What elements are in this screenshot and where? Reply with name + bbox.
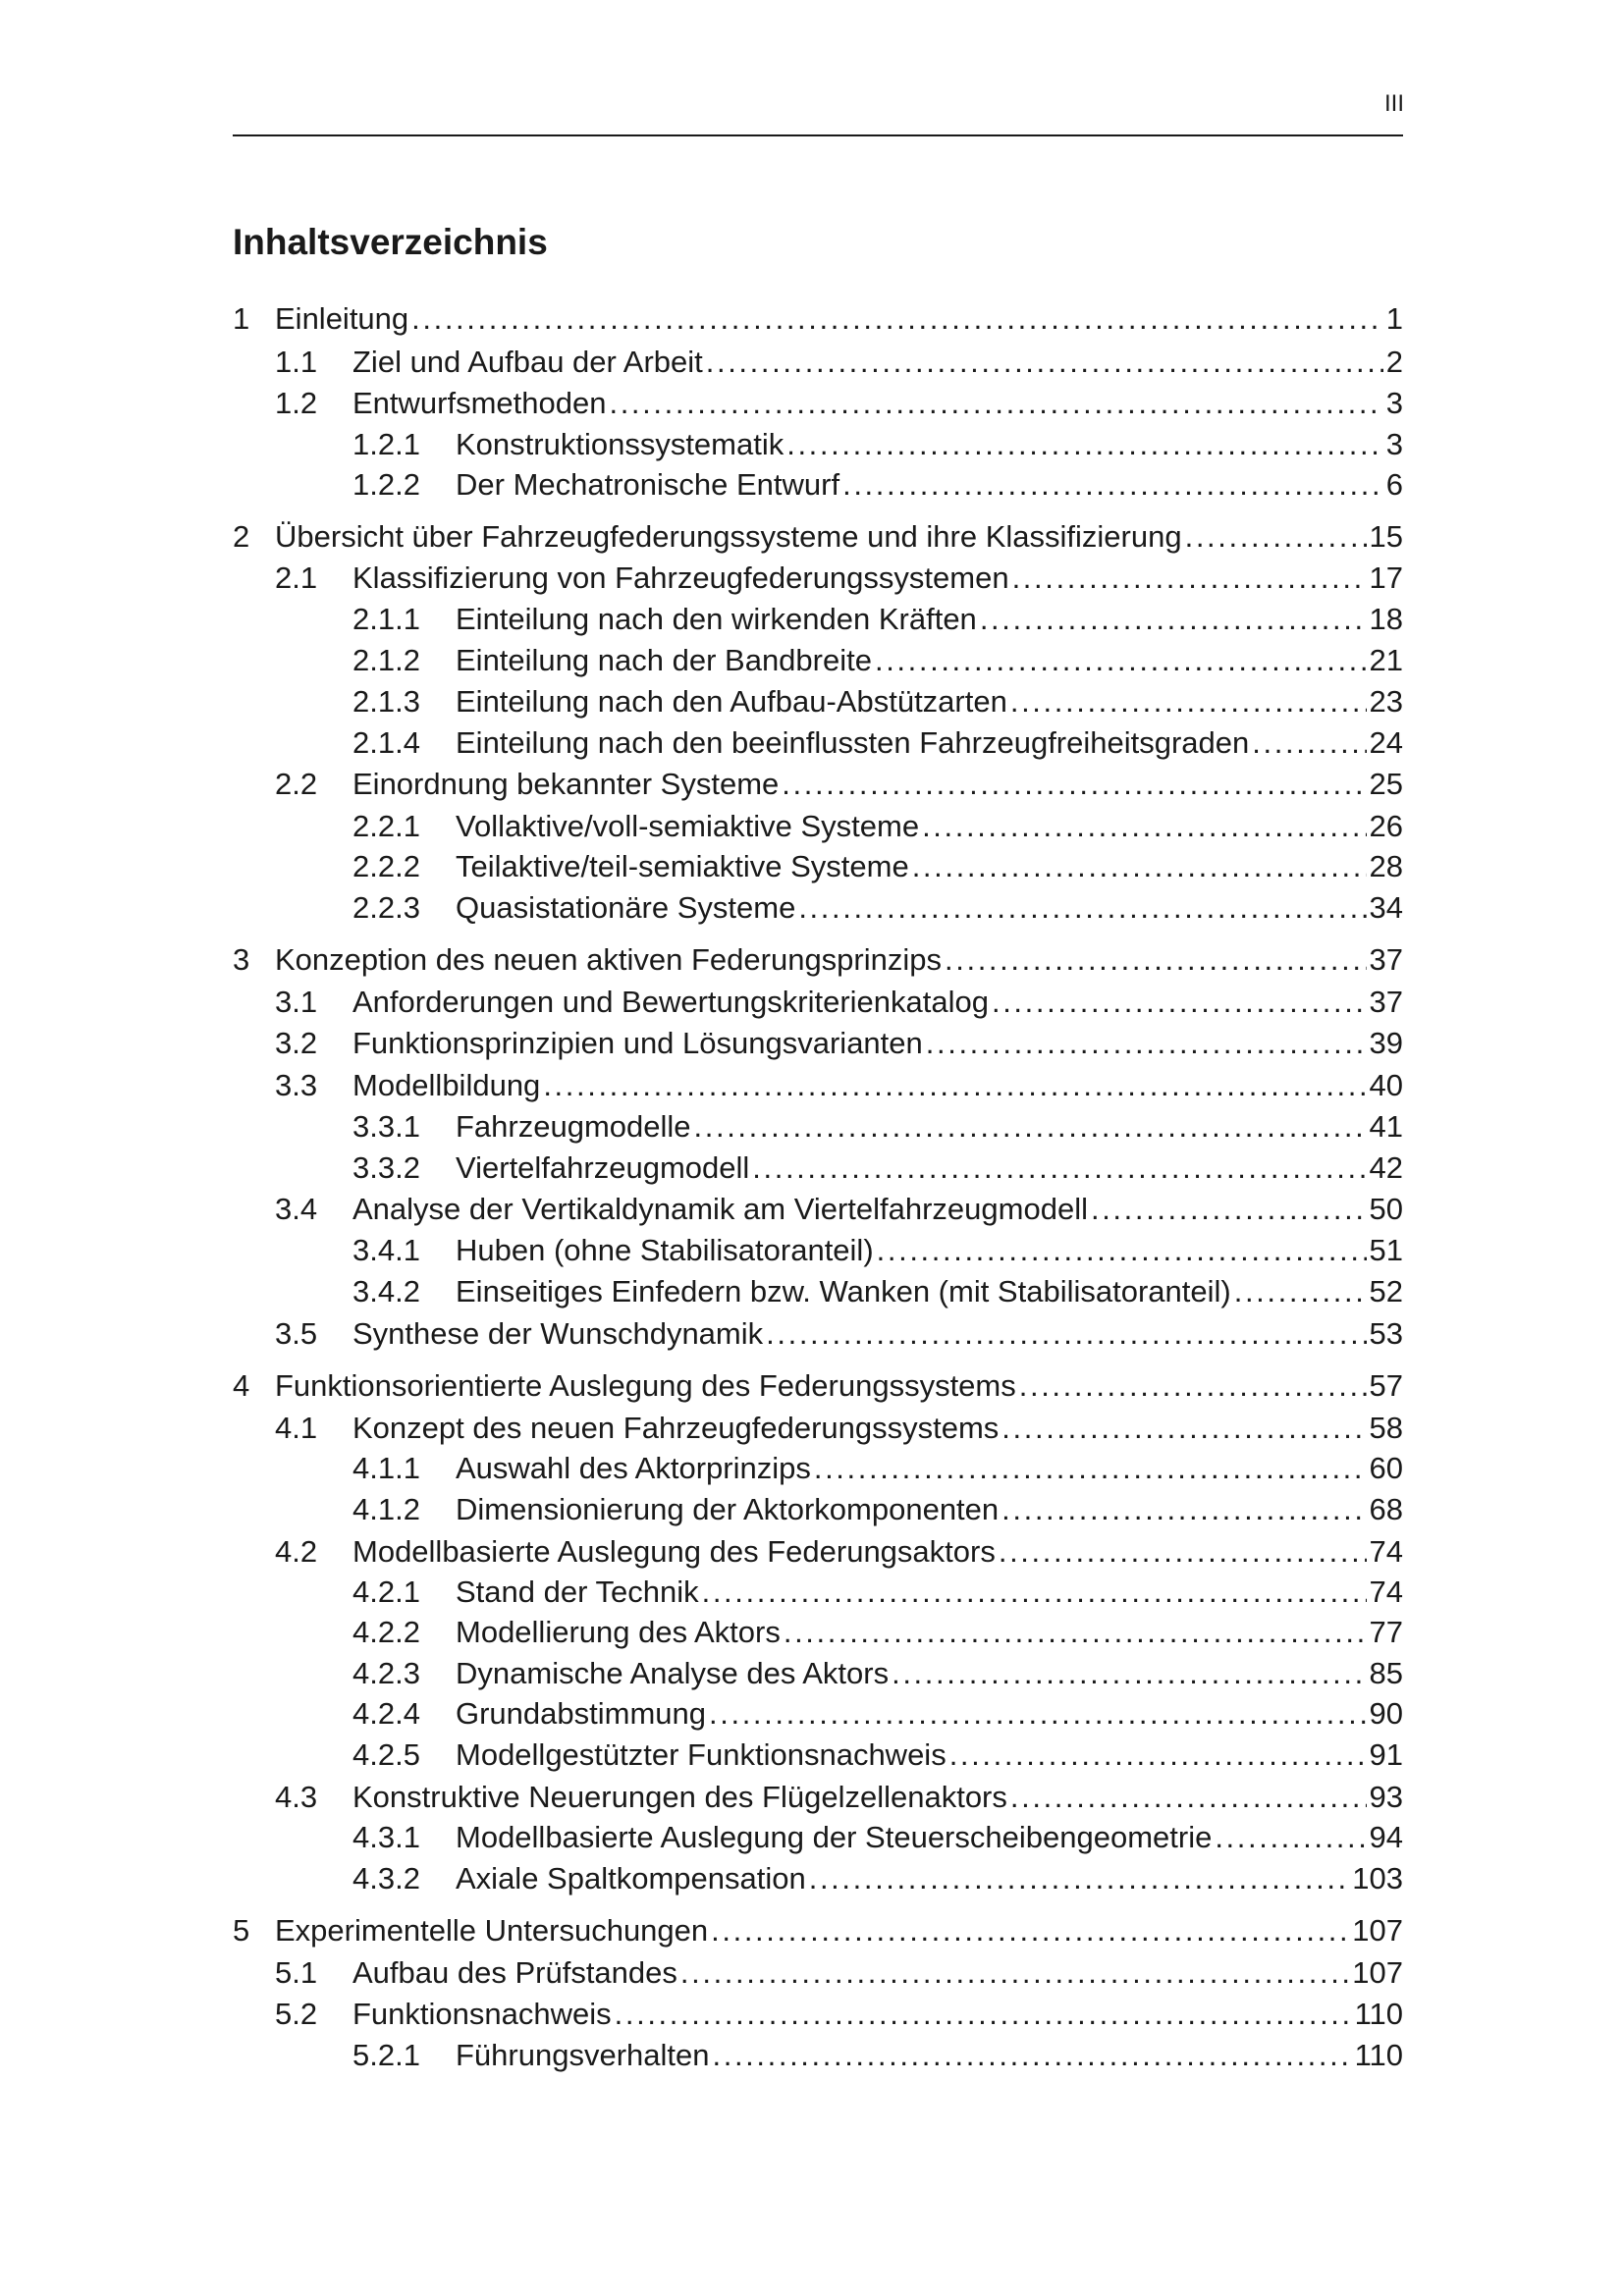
entry-title: Einteilung nach den wirkenden Kräften xyxy=(456,602,977,636)
entry-page: 58 xyxy=(1369,1411,1403,1445)
entry-title: Konstruktionssystematik xyxy=(456,427,784,461)
entry-number: 3.3.1 xyxy=(352,1109,420,1144)
entry-page: 37 xyxy=(1369,942,1403,977)
dot-leader xyxy=(814,1449,1367,1488)
entry-title: Modellbasierte Auslegung des Federungsaktors xyxy=(352,1534,996,1569)
entry-title: Auswahl des Aktorprinzips xyxy=(456,1451,811,1485)
toc-entry[interactable] xyxy=(233,1231,1403,1270)
entry-page: 51 xyxy=(1369,1233,1403,1267)
entry-number: 3.5 xyxy=(275,1316,318,1351)
entry-page: 39 xyxy=(1369,1026,1403,1060)
entry-page: 23 xyxy=(1369,684,1403,719)
entry-page: 41 xyxy=(1369,1109,1403,1144)
entry-number: 4.1 xyxy=(275,1411,318,1445)
entry-number: 2.1.4 xyxy=(352,725,420,760)
entry-page: 40 xyxy=(1369,1068,1403,1102)
entry-title: Modellbildung xyxy=(352,1068,541,1102)
entry-title: Viertelfahrzeugmodell xyxy=(456,1150,750,1185)
entry-page: 93 xyxy=(1369,1780,1403,1814)
entry-title: Dynamische Analyse des Aktors xyxy=(456,1656,890,1690)
entry-title: Einseitiges Einfedern bzw. Wanken (mit Stabilisatoranteil) xyxy=(456,1274,1231,1308)
entry-title: Synthese der Wunschdynamik xyxy=(352,1316,764,1351)
dot-leader xyxy=(786,425,1383,464)
entry-page: 74 xyxy=(1369,1534,1403,1569)
dot-leader xyxy=(1185,517,1367,557)
entry-title: Entwurfsmethoden xyxy=(352,386,607,420)
dot-leader xyxy=(945,940,1367,980)
toc-entry[interactable] xyxy=(233,1066,1403,1105)
dot-leader xyxy=(949,1735,1367,1775)
dot-leader xyxy=(912,847,1367,886)
dot-leader xyxy=(694,1107,1367,1147)
dot-leader xyxy=(798,888,1366,928)
toc-entry[interactable] xyxy=(233,682,1403,721)
entry-page: 91 xyxy=(1369,1737,1403,1772)
entry-number: 5.1 xyxy=(275,1955,318,1990)
toc-entry[interactable] xyxy=(233,1314,1403,1354)
entry-title: Der Mechatronische Entwurf xyxy=(456,467,840,502)
entry-number: 3.4.2 xyxy=(352,1274,420,1308)
toc-entry[interactable] xyxy=(233,1449,1403,1488)
entry-number: 4.1.2 xyxy=(352,1492,420,1526)
entry-number: 2 xyxy=(233,519,250,554)
toc-entry[interactable] xyxy=(233,1778,1403,1817)
toc-entry[interactable] xyxy=(233,600,1403,639)
toc-entry[interactable] xyxy=(233,299,1403,339)
dot-leader xyxy=(877,1231,1367,1270)
entry-number: 4.1.1 xyxy=(352,1451,420,1485)
dot-leader xyxy=(702,1573,1367,1612)
toc-entry[interactable] xyxy=(233,1859,1403,1898)
toc-entry[interactable] xyxy=(233,465,1403,505)
entry-number: 4.2.2 xyxy=(352,1615,420,1649)
toc-entry[interactable] xyxy=(233,1024,1403,1063)
entry-title: Einteilung nach den beeinflussten Fahrzeugfreiheitsgraden xyxy=(456,725,1250,760)
entry-page: 107 xyxy=(1352,1955,1403,1990)
entry-page: 103 xyxy=(1352,1861,1403,1896)
entry-page: 60 xyxy=(1369,1451,1403,1485)
entry-page: 2 xyxy=(1385,345,1403,379)
entry-page: 6 xyxy=(1385,467,1403,502)
dot-leader xyxy=(922,807,1366,846)
toc-entry[interactable] xyxy=(233,1272,1403,1311)
dot-leader xyxy=(543,1066,1366,1105)
entry-page: 15 xyxy=(1369,519,1403,554)
entry-number: 4.3 xyxy=(275,1780,318,1814)
dot-leader xyxy=(411,299,1383,339)
dot-leader xyxy=(875,641,1367,680)
entry-number: 4.3.2 xyxy=(352,1861,420,1896)
toc-entry[interactable] xyxy=(233,343,1403,382)
entry-page: 68 xyxy=(1369,1492,1403,1526)
entry-title: Klassifizierung von Fahrzeugfederungssystemen xyxy=(352,561,1009,595)
entry-title: Grundabstimmung xyxy=(456,1696,707,1731)
entry-title: Axiale Spaltkompensation xyxy=(456,1861,806,1896)
dot-leader xyxy=(980,600,1367,639)
entry-page: 28 xyxy=(1369,849,1403,883)
entry-page: 50 xyxy=(1369,1192,1403,1226)
entry-number: 1.1 xyxy=(275,345,318,379)
entry-title: Funktionsnachweis xyxy=(352,1997,612,2031)
entry-page: 57 xyxy=(1369,1368,1403,1403)
dot-leader xyxy=(926,1024,1367,1063)
entry-title: Modellgestützter Funktionsnachweis xyxy=(456,1737,947,1772)
entry-title: Ziel und Aufbau der Arbeit xyxy=(352,345,703,379)
entry-number: 1.2.2 xyxy=(352,467,420,502)
dot-leader xyxy=(1019,1366,1367,1406)
dot-leader xyxy=(999,1532,1367,1572)
entry-title: Modellierung des Aktors xyxy=(456,1615,781,1649)
entry-page: 110 xyxy=(1354,2038,1403,2072)
toc-entry[interactable] xyxy=(233,1190,1403,1229)
entry-page: 24 xyxy=(1369,725,1403,760)
toc-entry[interactable] xyxy=(233,1366,1403,1406)
toc-entry[interactable] xyxy=(233,425,1403,464)
entry-number: 4.2.1 xyxy=(352,1575,420,1609)
entry-number: 2.1 xyxy=(275,561,318,595)
entry-title: Anforderungen und Bewertungskriterienkatalog xyxy=(352,985,989,1019)
entry-number: 2.2 xyxy=(275,767,318,801)
entry-number: 3.2 xyxy=(275,1026,318,1060)
toc-entry[interactable] xyxy=(233,559,1403,598)
entry-page: 18 xyxy=(1369,602,1403,636)
entry-title: Funktionsorientierte Auslegung des Federungssystems xyxy=(275,1368,1016,1403)
toc-entry[interactable] xyxy=(233,940,1403,980)
entry-page: 74 xyxy=(1369,1575,1403,1609)
entry-page: 42 xyxy=(1369,1150,1403,1185)
dot-leader xyxy=(680,1953,1349,1993)
dot-leader xyxy=(1001,1490,1366,1529)
dot-leader xyxy=(1234,1272,1367,1311)
toc-entry[interactable] xyxy=(233,641,1403,680)
entry-number: 4 xyxy=(233,1368,250,1403)
entry-number: 1 xyxy=(233,301,250,336)
toc-entry[interactable] xyxy=(233,1694,1403,1734)
toc-entry[interactable] xyxy=(233,765,1403,804)
toc-entry[interactable] xyxy=(233,1995,1403,2034)
toc-entry[interactable] xyxy=(233,1409,1403,1448)
toc-entry[interactable] xyxy=(233,1490,1403,1529)
dot-leader xyxy=(1252,723,1366,763)
entry-number: 2.1.3 xyxy=(352,684,420,719)
dot-leader xyxy=(766,1314,1366,1354)
entry-title: Dimensionierung der Aktorkomponenten xyxy=(456,1492,1000,1526)
toc-entry[interactable] xyxy=(233,517,1403,557)
entry-title: Fahrzeugmodelle xyxy=(456,1109,691,1144)
dot-leader xyxy=(784,1613,1367,1652)
entry-number: 4.2.4 xyxy=(352,1696,420,1731)
entry-page: 26 xyxy=(1369,809,1403,843)
toc-entry[interactable] xyxy=(233,1818,1403,1857)
entry-title: Stand der Technik xyxy=(456,1575,699,1609)
entry-title: Führungsverhalten xyxy=(456,2038,710,2072)
entry-page: 90 xyxy=(1369,1696,1403,1731)
dot-leader xyxy=(782,765,1366,804)
dot-leader xyxy=(892,1654,1366,1693)
entry-title: Einteilung nach der Bandbreite xyxy=(456,643,872,677)
dot-leader xyxy=(711,1911,1349,1950)
entry-page: 85 xyxy=(1369,1656,1403,1690)
toc-entry[interactable] xyxy=(233,1613,1403,1652)
dot-leader xyxy=(1215,1818,1366,1857)
dot-leader xyxy=(615,1995,1352,2034)
entry-title: Experimentelle Untersuchungen xyxy=(275,1913,709,1948)
dot-leader xyxy=(1010,682,1367,721)
toc-entry[interactable] xyxy=(233,807,1403,846)
entry-page: 110 xyxy=(1354,1997,1403,2031)
entry-title: Einleitung xyxy=(275,301,409,336)
entry-page: 34 xyxy=(1369,890,1403,925)
toc-entry[interactable] xyxy=(233,723,1403,763)
toc-entry[interactable] xyxy=(233,1911,1403,1950)
toc-entry[interactable] xyxy=(233,1107,1403,1147)
entry-title: Quasistationäre Systeme xyxy=(456,890,796,925)
entry-page: 107 xyxy=(1352,1913,1403,1948)
dot-leader xyxy=(1001,1409,1366,1448)
entry-title: Modellbasierte Auslegung der Steuerscheibengeometrie xyxy=(456,1820,1213,1854)
dot-leader xyxy=(1012,559,1367,598)
entry-number: 2.1.2 xyxy=(352,643,420,677)
entry-title: Konzeption des neuen aktiven Federungsprinzips xyxy=(275,942,943,977)
dot-leader xyxy=(752,1148,1366,1188)
dot-leader xyxy=(713,2036,1352,2075)
entry-title: Konzept des neuen Fahrzeugfederungssystems xyxy=(352,1411,1000,1445)
entry-number: 2.1.1 xyxy=(352,602,420,636)
entry-title: Übersicht über Fahrzeugfederungssysteme und ihre Klassifizierung xyxy=(275,519,1182,554)
entry-number: 3.1 xyxy=(275,985,318,1019)
entry-number: 3.4 xyxy=(275,1192,318,1226)
entry-page: 77 xyxy=(1369,1615,1403,1649)
entry-title: Analyse der Vertikaldynamik am Viertelfahrzeugmodell xyxy=(352,1192,1088,1226)
toc-entry[interactable] xyxy=(233,384,1403,423)
entry-page: 94 xyxy=(1369,1820,1403,1854)
entry-number: 4.3.1 xyxy=(352,1820,420,1854)
entry-title: Funktionsprinzipien und Lösungsvarianten xyxy=(352,1026,923,1060)
entry-page: 25 xyxy=(1369,767,1403,801)
entry-number: 2.2.3 xyxy=(352,890,420,925)
header-rule xyxy=(233,134,1403,136)
toc-entry[interactable] xyxy=(233,1953,1403,1993)
entry-number: 3.3 xyxy=(275,1068,318,1102)
entry-title: Einteilung nach den Aufbau-Abstützarten xyxy=(456,684,1007,719)
entry-number: 2.2.2 xyxy=(352,849,420,883)
entry-page: 52 xyxy=(1369,1274,1403,1308)
dot-leader xyxy=(709,1694,1367,1734)
toc-entry[interactable] xyxy=(233,1735,1403,1775)
dot-leader xyxy=(809,1859,1350,1898)
entry-number: 2.2.1 xyxy=(352,809,420,843)
entry-page: 17 xyxy=(1369,561,1403,595)
toc-entry[interactable] xyxy=(233,2036,1403,2075)
entry-page: 53 xyxy=(1369,1316,1403,1351)
entry-number: 3.3.2 xyxy=(352,1150,420,1185)
entry-number: 4.2 xyxy=(275,1534,318,1569)
toc-entry[interactable] xyxy=(233,1532,1403,1572)
entry-number: 5.2 xyxy=(275,1997,318,2031)
dot-leader xyxy=(1091,1190,1367,1229)
entry-number: 1.2.1 xyxy=(352,427,420,461)
entry-title: Vollaktive/voll-semiaktive Systeme xyxy=(456,809,920,843)
entry-page: 1 xyxy=(1385,301,1403,336)
page-number: III xyxy=(1383,90,1404,117)
entry-page: 3 xyxy=(1385,386,1403,420)
entry-page: 37 xyxy=(1369,985,1403,1019)
entry-number: 4.2.3 xyxy=(352,1656,420,1690)
dot-leader xyxy=(992,983,1367,1022)
dot-leader xyxy=(609,384,1382,423)
toc-entry[interactable] xyxy=(233,983,1403,1022)
dot-leader xyxy=(1010,1778,1367,1817)
entry-title: Einordnung bekannter Systeme xyxy=(352,767,780,801)
toc-entry[interactable] xyxy=(233,847,1403,886)
entry-number: 3.4.1 xyxy=(352,1233,420,1267)
entry-page: 3 xyxy=(1385,427,1403,461)
toc-entry[interactable] xyxy=(233,1148,1403,1188)
entry-title: Teilaktive/teil-semiaktive Systeme xyxy=(456,849,909,883)
dot-leader xyxy=(706,343,1383,382)
dot-leader xyxy=(842,465,1383,505)
entry-number: 4.2.5 xyxy=(352,1737,420,1772)
entry-number: 5.2.1 xyxy=(352,2038,420,2072)
entry-page: 21 xyxy=(1369,643,1403,677)
toc-entry[interactable] xyxy=(233,888,1403,928)
entry-title: Huben (ohne Stabilisatoranteil) xyxy=(456,1233,874,1267)
entry-number: 3 xyxy=(233,942,250,977)
entry-number: 5 xyxy=(233,1913,250,1948)
toc-title: Inhaltsverzeichnis xyxy=(233,222,548,262)
entry-number: 1.2 xyxy=(275,386,318,420)
entry-title: Konstruktive Neuerungen des Flügelzellenaktors xyxy=(352,1780,1007,1814)
toc-entry[interactable] xyxy=(233,1654,1403,1693)
toc-entry[interactable] xyxy=(233,1573,1403,1612)
entry-title: Aufbau des Prüfstandes xyxy=(352,1955,677,1990)
